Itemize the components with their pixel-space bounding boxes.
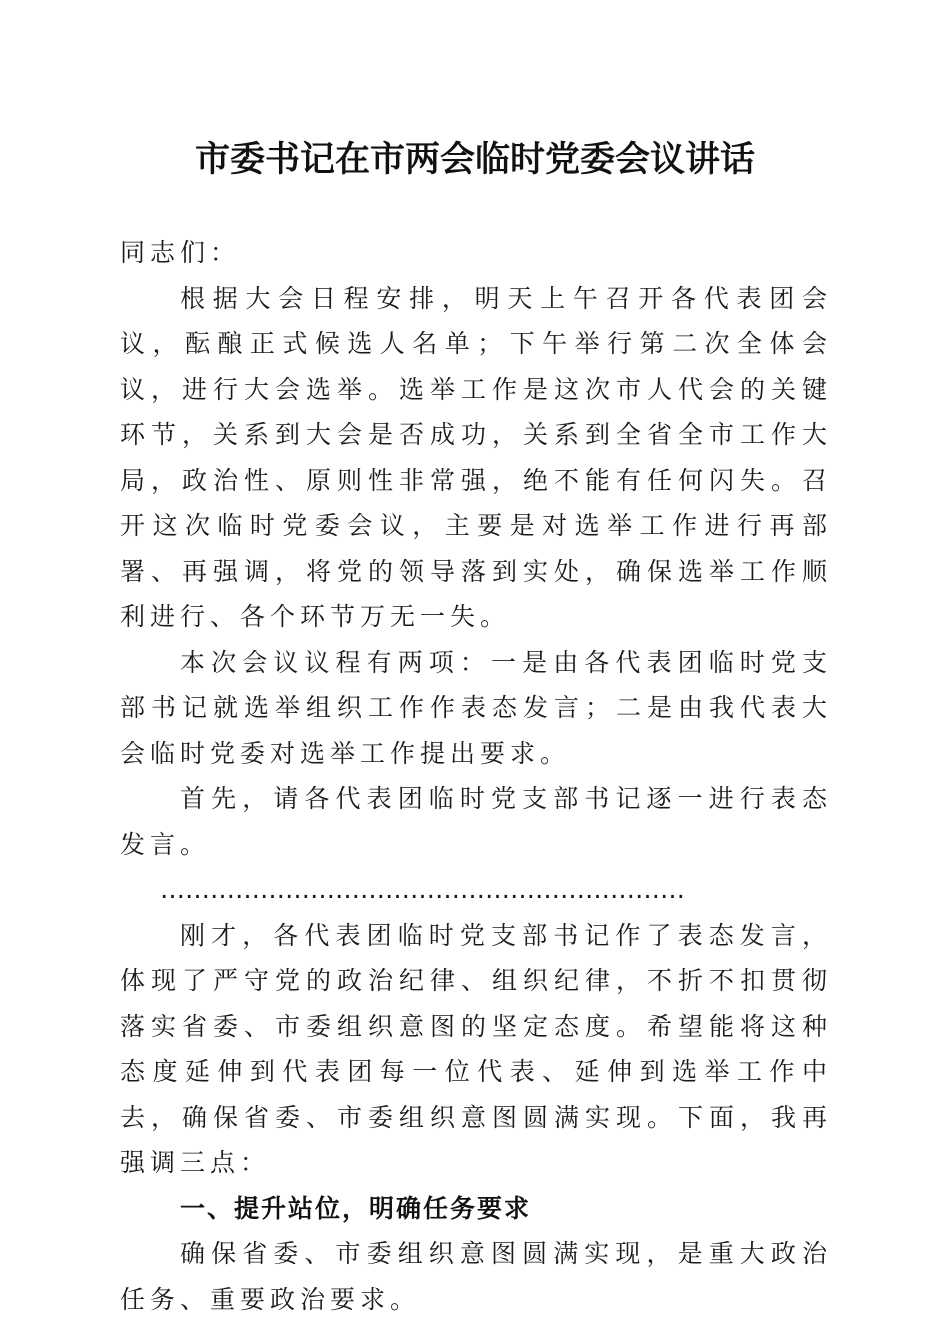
paragraph-section-one: 确保省委、市委组织意图圆满实现，是重大政治任务、重要政治要求。 xyxy=(120,1239,832,1314)
salutation: 同志们： xyxy=(120,238,241,267)
paragraph-agenda: 本次会议议程有两项：一是由各代表团临时党支部书记就选举组织工作作表态发言；二是由我代表大会临时党委对选举工作提出要求。 xyxy=(120,647,832,768)
document-body xyxy=(120,230,832,1322)
section-heading: 一、提升站位，明确任务要求 xyxy=(180,1193,532,1223)
paragraph-schedule: 根据大会日程安排，明天上午召开各代表团会议，酝酿正式候选人名单；下午举行第二次全体会议，进行大会选举。选举工作是这次市人代会的关键环节，关系到大会是否成功，关系到全省全市工作大局，政治性、原则性非常强，绝不能有任何闪失。召开这次临时党委会议，主要是对选举工作进行再部署、再强调，将党的领导落到实处，确保选举工作顺利进行、各个环节万无一失。 xyxy=(120,283,832,631)
paragraph-first-speeches: 首先，请各代表团临时党支部书记逐一进行表态发言。 xyxy=(120,784,832,859)
ellipsis-divider: ……………………………………………………… xyxy=(160,875,685,904)
paragraph-summary: 刚才，各代表团临时党支部书记作了表态发言，体现了严守党的政治纪律、组织纪律，不折不扣贯彻落实省委、市委组织意图的坚定态度。希望能将这种态度延伸到代表团每一位代表、延伸到选举工作中去，确保省委、市委组织意图圆满实现。下面，我再强调三点： xyxy=(120,920,832,1177)
document-title: 市委书记在市两会临时党委会议讲话 xyxy=(194,139,755,180)
